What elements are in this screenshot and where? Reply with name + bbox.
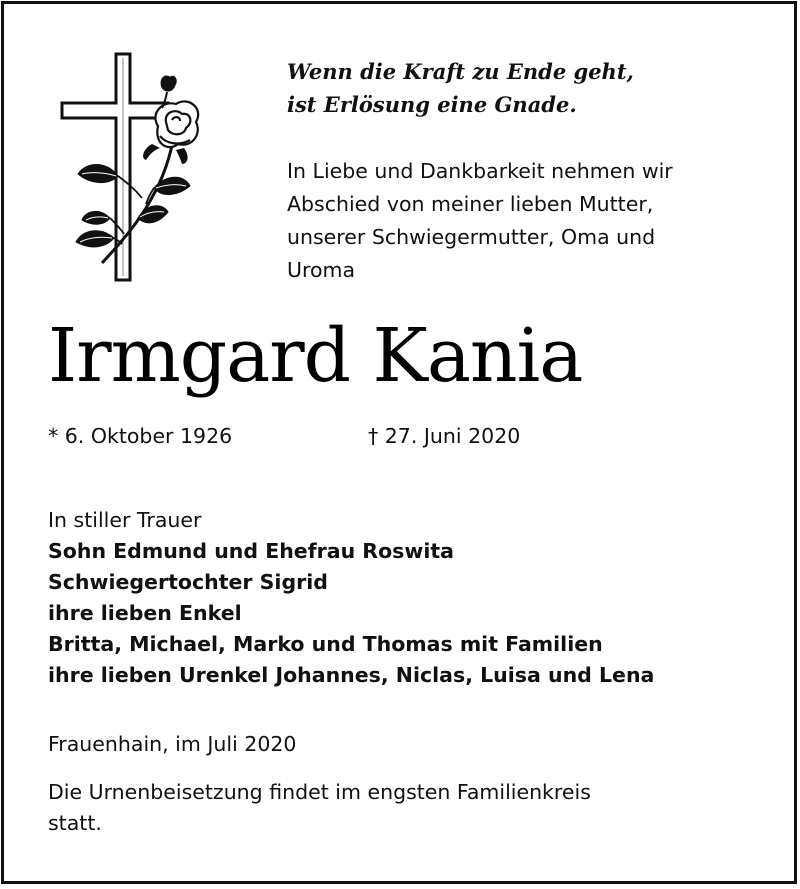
burial-note-line: statt.: [48, 811, 102, 835]
mourner-line: ihre lieben Enkel: [48, 601, 242, 625]
mourners-list: [48, 505, 654, 691]
birth-date: * 6. Oktober 1926: [48, 424, 233, 448]
intro-line: unserer Schwiegermutter, Oma und: [287, 225, 656, 249]
intro-line: In Liebe und Dankbarkeit nehmen wir: [287, 159, 673, 183]
deceased-name: Irmgard Kania: [48, 313, 583, 399]
cross-with-rose-icon: [50, 48, 220, 288]
death-date: † 27. Juni 2020: [368, 424, 521, 448]
mourner-line: ihre lieben Urenkel Johannes, Niclas, Luisa und Lena: [48, 663, 655, 687]
mourners-heading: In stiller Trauer: [48, 508, 202, 532]
place-date: Frauenhain, im Juli 2020: [48, 732, 297, 756]
verse-line: ist Erlösung eine Gnade.: [287, 92, 577, 117]
intro-line: Uroma: [287, 258, 356, 282]
verse: [287, 55, 634, 121]
verse-line: Wenn die Kraft zu Ende geht,: [287, 59, 634, 84]
mourner-line: Britta, Michael, Marko und Thomas mit Familien: [48, 632, 603, 656]
burial-note: [48, 777, 591, 839]
mourner-line: Sohn Edmund und Ehefrau Roswita: [48, 539, 454, 563]
intro-line: Abschied von meiner lieben Mutter,: [287, 192, 654, 216]
mourner-line: Schwiegertochter Sigrid: [48, 570, 328, 594]
burial-note-line: Die Urnenbeisetzung findet im engsten Familienkreis: [48, 780, 591, 804]
farewell-intro: [287, 155, 673, 287]
